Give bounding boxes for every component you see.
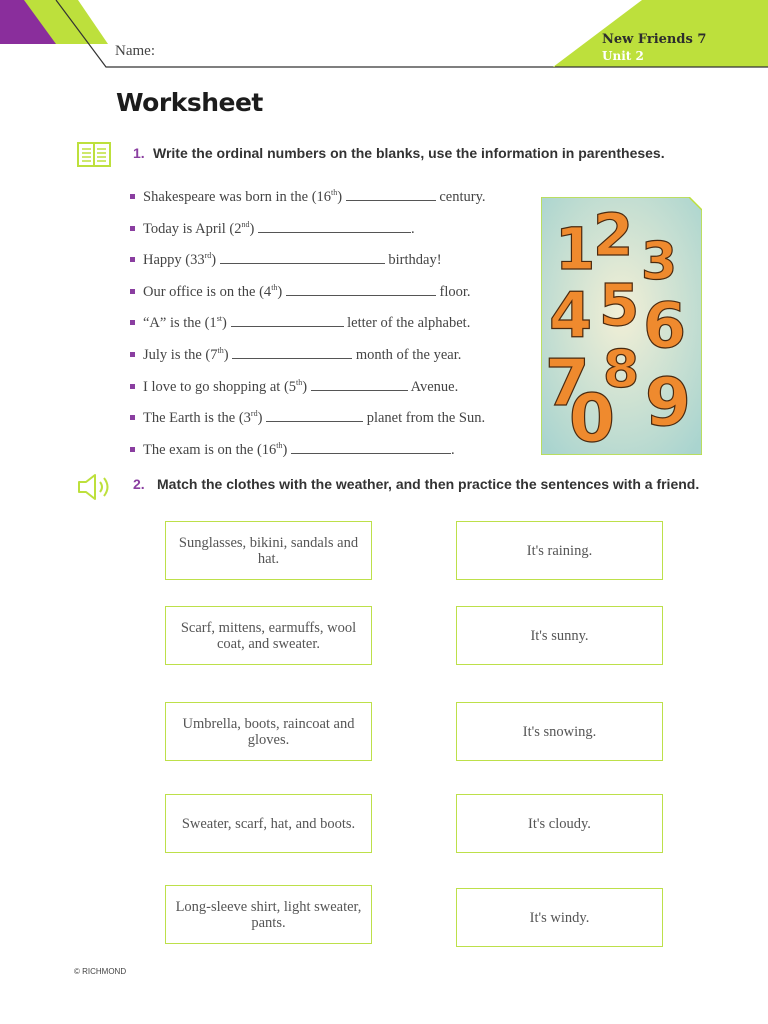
digit-8: 8 bbox=[603, 340, 640, 400]
exercise-item: Shakespeare was born in the (16th) century. bbox=[130, 188, 486, 220]
weather-box[interactable]: It's sunny. bbox=[456, 606, 663, 665]
ordinal-exercise-list bbox=[130, 188, 486, 472]
digit-9: 9 bbox=[645, 364, 691, 441]
question-2-number: 2. bbox=[133, 476, 145, 492]
weather-box[interactable]: It's snowing. bbox=[456, 702, 663, 761]
digit-2: 2 bbox=[593, 201, 634, 269]
question-1-instruction: Write the ordinal numbers on the blanks, use the information in parentheses. bbox=[153, 145, 665, 161]
answer-blank[interactable] bbox=[231, 314, 344, 327]
weather-box[interactable]: It's cloudy. bbox=[456, 794, 663, 853]
weather-box[interactable]: It's windy. bbox=[456, 888, 663, 947]
book-title: New Friends 7 bbox=[602, 32, 707, 47]
name-field-label: Name: bbox=[115, 43, 155, 59]
clothes-box[interactable]: Sweater, scarf, hat, and boots. bbox=[165, 794, 372, 853]
clothes-box[interactable]: Long-sleeve shirt, light sweater, pants. bbox=[165, 885, 372, 944]
exercise-item: Happy (33rd) birthday! bbox=[130, 251, 486, 283]
answer-blank[interactable] bbox=[258, 220, 411, 233]
unit-label: Unit 2 bbox=[602, 49, 644, 63]
copyright-notice: © RICHMOND bbox=[74, 967, 127, 976]
digit-5: 5 bbox=[599, 271, 640, 339]
digit-4: 4 bbox=[549, 279, 593, 352]
digit-0: 0 bbox=[569, 380, 615, 455]
exercise-item: Our office is on the (4th) floor. bbox=[130, 283, 486, 315]
answer-blank[interactable] bbox=[346, 188, 436, 201]
exercise-item: I love to go shopping at (5th) Avenue. bbox=[130, 378, 486, 410]
answer-blank[interactable] bbox=[220, 251, 385, 264]
book-icon bbox=[76, 140, 114, 170]
clothes-box[interactable]: Sunglasses, bikini, sandals and hat. bbox=[165, 521, 372, 580]
exercise-item: The Earth is the (3rd) planet from the Sun. bbox=[130, 409, 486, 441]
numbers-illustration bbox=[541, 197, 702, 455]
digit-1: 1 bbox=[555, 215, 596, 283]
clothes-box[interactable]: Scarf, mittens, earmuffs, wool coat, and sweater. bbox=[165, 606, 372, 665]
exercise-item: The exam is on the (16th) . bbox=[130, 441, 486, 473]
answer-blank[interactable] bbox=[232, 346, 352, 359]
question-1-number: 1. bbox=[133, 145, 145, 161]
weather-box[interactable]: It's raining. bbox=[456, 521, 663, 580]
digit-6: 6 bbox=[643, 289, 687, 362]
digit-7: 7 bbox=[545, 347, 590, 421]
answer-blank[interactable] bbox=[311, 378, 408, 391]
page-title: Worksheet bbox=[116, 88, 263, 117]
answer-blank[interactable] bbox=[291, 441, 451, 454]
question-2-instruction: Match the clothes with the weather, and then practice the sentences with a friend. bbox=[157, 476, 700, 492]
answer-blank[interactable] bbox=[266, 409, 363, 422]
exercise-item: July is the (7th) month of the year. bbox=[130, 346, 486, 378]
answer-blank[interactable] bbox=[286, 283, 436, 296]
exercise-item: Today is April (2nd) . bbox=[130, 220, 486, 252]
exercise-item: “A” is the (1st) letter of the alphabet. bbox=[130, 314, 486, 346]
speaker-icon bbox=[76, 472, 116, 502]
clothes-box[interactable]: Umbrella, boots, raincoat and gloves. bbox=[165, 702, 372, 761]
digit-3: 3 bbox=[641, 232, 678, 292]
